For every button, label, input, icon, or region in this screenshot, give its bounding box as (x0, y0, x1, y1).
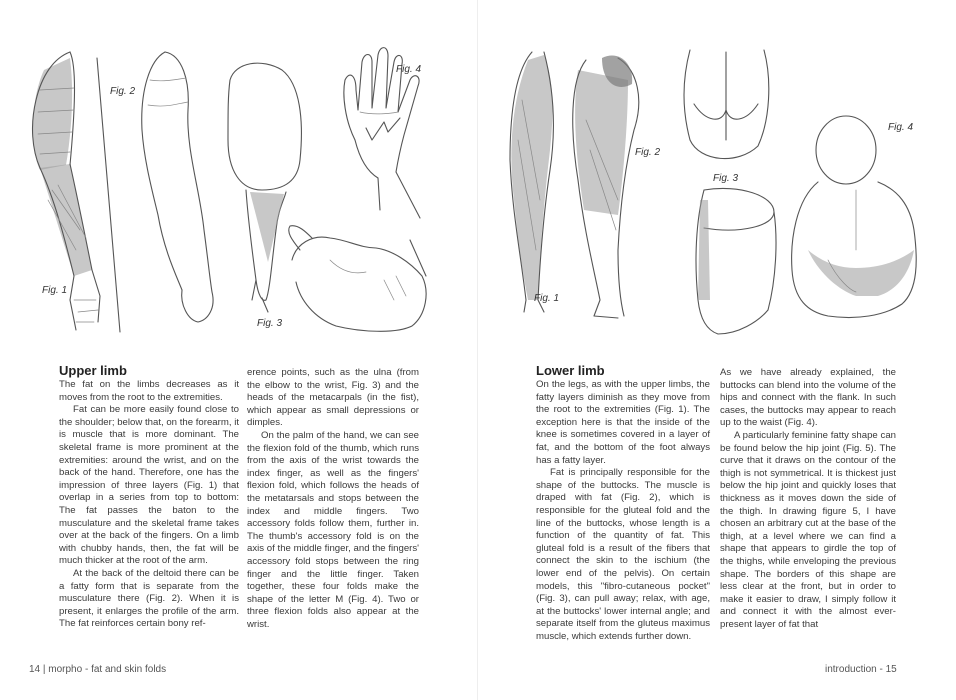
buttock-leg-drawing (573, 56, 639, 318)
paragraph: The fat on the limbs decreases as it moves from the root to the extremities. (59, 379, 239, 403)
text-column-right (720, 367, 896, 631)
leg-muscles-drawing (510, 52, 553, 312)
paragraph: erence points, such as the ulna (from the elbow to the wrist, Fig. 3) and the heads of the metacarpals (in the fist), which appear as small depressions or dimples. (247, 367, 419, 429)
upper-limb-illustrations (0, 0, 478, 345)
text-column-right (247, 367, 419, 631)
text-column-left (536, 363, 710, 643)
paragraph: As we have already explained, the buttocks can blend into the volume of the hips and connect with the flank. In such cases, the buttocks may appear to reach up to the waist (Fig. 4). (720, 367, 896, 429)
ulna-arm-drawing (228, 63, 301, 312)
page-footer: 14 | morpho - fat and skin folds (29, 664, 167, 675)
figure-label: Fig. 4 (888, 122, 914, 133)
figure-label: Fig. 1 (534, 293, 560, 304)
figure-label: Fig. 1 (42, 285, 68, 296)
paragraph: On the legs, as with the upper limbs, the fatty layers diminish as they move from the root to the extremities (Fig. 1). The exception here is that the inside of the knee is sometimes covered in a layer of fat, and the bottom of the foot always has a fatty layer. (536, 379, 710, 466)
figure-label: Fig. 3 (257, 318, 283, 329)
section-heading: Lower limb (536, 363, 605, 378)
fist-hand-drawing (289, 226, 426, 332)
paragraph: Fat is principally responsible for the shape of the buttocks. The muscle is draped with fat (Fig. 2), which is responsible for the gluteal fold and the line of the buttocks, whose length is a function of the quantity of fat. This gluteal fold is a result of the fibers that connect the skin to the ischium (the lower end of the pelvis). On certain models, this "fibro-cutaneous pocket" (Fig. 3), can pull away; relax, with age, at the buttocks' lower internal angle; and separate itself from the gluteus maximus muscle, which extends further down. (536, 467, 710, 642)
thigh-cut-drawing (696, 188, 776, 334)
figure-label: Fig. 4 (396, 64, 422, 75)
paragraph: On the palm of the hand, we can see the flexion fold of the thumb, which runs from the axis of the wrist towards the index finger, as well as the fingers' flexion fold, which follows the heads of the metatarsals and stops between the index and middle fingers. Two accessory folds follow them, further in. The thumb's accessory fold is on the axis of the middle finger, and the fingers' accessory fold stops between the ring finger and the little finger. Taken together, these four folds make the shape of the letter M (Fig. 4). Two or three flexion folds also appear at the wrist. (247, 429, 419, 630)
deltoid-arm-drawing (142, 52, 213, 322)
section-heading: Upper limb (59, 363, 127, 378)
figure-label: Fig. 2 (635, 147, 661, 158)
paragraph: At the back of the deltoid there can be a fatty form that is separate from the musculature there (Fig. 2). When it is present, it enlarges the profile of the arm. The fat reinforces certain bony ref- (59, 567, 239, 630)
right-page (478, 0, 956, 700)
figure-label: Fig. 3 (713, 173, 739, 184)
paragraph: Fat can be more easily found close to the shoulder; below that, on the forearm, it is muscle that is more dominant. The skeletal frame is more prominent at the extremities: around the wrist, and on the back of the hand. Therefore, one has the impression of three layers (Fig. 1) that overlap in a series from top to bottom: The fat passes the baton to the musculature and the skeletal frame takes over at the back of the fingers. On a limb with chubby hands, then, the fat will be much thicker at the root of the arm. (59, 404, 239, 567)
buttocks-back-drawing (684, 50, 769, 159)
seated-baby-drawing (792, 116, 917, 318)
page-footer: introduction - 15 (825, 664, 897, 675)
text-column-left (59, 363, 239, 631)
figure-label: Fig. 2 (110, 86, 136, 97)
paragraph: A particularly feminine fatty shape can be found below the hip joint (Fig. 5). The curve that it draws on the contour of the thigh is not symmetrical. It is thickest just below the hip joint and quickly loses that thickness as it moves down the side of the thigh. In drawing figure 5, I have chosen an arbitrary cut at the base of the thigh, at a level where we can find a shape that appears to girdle the top of the thighs, while enveloping the previous shape. The borders of this shape are less clear at the front, but in order to make it easier to draw, I simply follow it and connect it with the almost ever-present layer of fat that (720, 429, 896, 630)
